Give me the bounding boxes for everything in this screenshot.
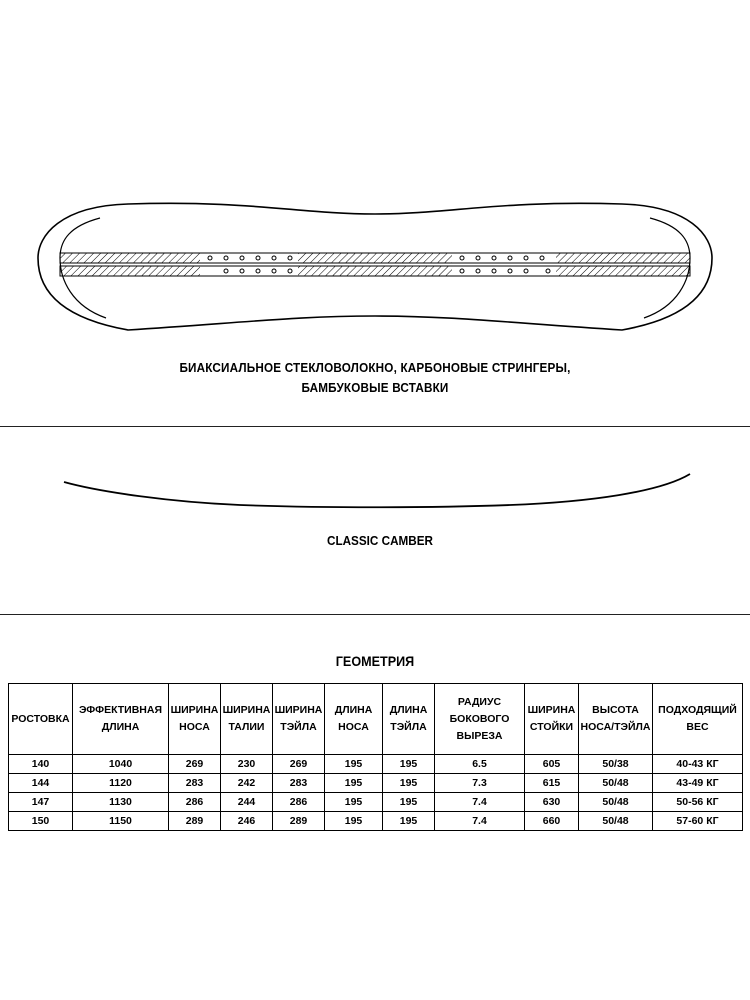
table-row xyxy=(9,755,743,774)
cell-nose-tail-height: 50/38 xyxy=(579,755,653,774)
cell-nose-length: 195 xyxy=(325,774,383,793)
header-effective-length: ЭФФЕКТИВНАЯ ДЛИНА xyxy=(73,684,169,755)
cell-waist-width: 246 xyxy=(221,812,273,831)
cell-stance-width: 630 xyxy=(525,793,579,812)
construction-line-2: БАМБУКОВЫЕ ВСТАВКИ xyxy=(301,380,449,395)
header-nose-tail-height: ВЫСОТА НОСА/ТЭЙЛА xyxy=(579,684,653,755)
table-header-row xyxy=(9,684,743,755)
cell-size: 140 xyxy=(9,755,73,774)
carbon-stringer-bottom xyxy=(60,266,690,276)
cell-effective-length: 1040 xyxy=(73,755,169,774)
cell-effective-length: 1150 xyxy=(73,812,169,831)
cell-tail-width: 286 xyxy=(273,793,325,812)
cell-rider-weight: 40-43 КГ xyxy=(653,755,743,774)
cell-stance-width: 615 xyxy=(525,774,579,793)
cell-sidecut-radius: 7.4 xyxy=(435,793,525,812)
section-divider xyxy=(0,614,750,615)
cell-tail-width: 289 xyxy=(273,812,325,831)
cell-size: 150 xyxy=(9,812,73,831)
cell-size: 147 xyxy=(9,793,73,812)
cell-nose-tail-height: 50/48 xyxy=(579,793,653,812)
cell-sidecut-radius: 6.5 xyxy=(435,755,525,774)
table-row xyxy=(9,793,743,812)
camber-profile-line xyxy=(64,474,690,507)
cell-stance-width: 660 xyxy=(525,812,579,831)
cell-nose-tail-height: 50/48 xyxy=(579,774,653,793)
section-divider xyxy=(0,426,750,427)
header-nose-width: ШИРИНА НОСА xyxy=(169,684,221,755)
cell-rider-weight: 50-56 КГ xyxy=(653,793,743,812)
construction-line-1: БИАКСИАЛЬНОЕ СТЕКЛОВОЛОКНО, КАРБОНОВЫЕ СТРИНГЕРЫ, xyxy=(179,360,571,375)
camber-profile-graphic xyxy=(0,470,750,510)
table-row xyxy=(9,774,743,793)
cell-rider-weight: 43-49 КГ xyxy=(653,774,743,793)
cell-tail-length: 195 xyxy=(383,793,435,812)
header-tail-length: ДЛИНА ТЭЙЛА xyxy=(383,684,435,755)
table-row xyxy=(9,812,743,831)
insert-strip-left xyxy=(200,253,298,276)
header-tail-width: ШИРИНА ТЭЙЛА xyxy=(273,684,325,755)
cell-nose-tail-height: 50/48 xyxy=(579,812,653,831)
profile-name: CLASSIC CAMBER xyxy=(327,533,433,548)
cell-nose-length: 195 xyxy=(325,793,383,812)
cell-nose-width: 283 xyxy=(169,774,221,793)
cell-nose-length: 195 xyxy=(325,755,383,774)
header-stance-width: ШИРИНА СТОЙКИ xyxy=(525,684,579,755)
cell-waist-width: 244 xyxy=(221,793,273,812)
cell-tail-length: 195 xyxy=(383,755,435,774)
header-size: РОСТОВКА xyxy=(9,684,73,755)
cell-rider-weight: 57-60 КГ xyxy=(653,812,743,831)
cell-nose-width: 289 xyxy=(169,812,221,831)
snowboard-top-view xyxy=(0,180,750,350)
header-nose-length: ДЛИНА НОСА xyxy=(325,684,383,755)
cell-size: 144 xyxy=(9,774,73,793)
cell-stance-width: 605 xyxy=(525,755,579,774)
cell-tail-length: 195 xyxy=(383,812,435,831)
cell-tail-width: 283 xyxy=(273,774,325,793)
header-waist-width: ШИРИНА ТАЛИИ xyxy=(221,684,273,755)
cell-effective-length: 1120 xyxy=(73,774,169,793)
cell-tail-width: 269 xyxy=(273,755,325,774)
construction-description xyxy=(38,358,713,398)
cell-nose-width: 286 xyxy=(169,793,221,812)
cell-tail-length: 195 xyxy=(383,774,435,793)
cell-waist-width: 242 xyxy=(221,774,273,793)
cell-nose-width: 269 xyxy=(169,755,221,774)
cell-sidecut-radius: 7.4 xyxy=(435,812,525,831)
cell-nose-length: 195 xyxy=(325,812,383,831)
geometry-title: ГЕОМЕТРИЯ xyxy=(335,653,415,669)
header-rider-weight: ПОДХОДЯЩИЙ ВЕС xyxy=(653,684,743,755)
cell-sidecut-radius: 7.3 xyxy=(435,774,525,793)
geometry-table xyxy=(8,683,743,831)
header-sidecut-radius: РАДИУС БОКОВОГО ВЫРЕЗА xyxy=(435,684,525,755)
carbon-stringer-top xyxy=(60,253,690,263)
cell-effective-length: 1130 xyxy=(73,793,169,812)
cell-waist-width: 230 xyxy=(221,755,273,774)
